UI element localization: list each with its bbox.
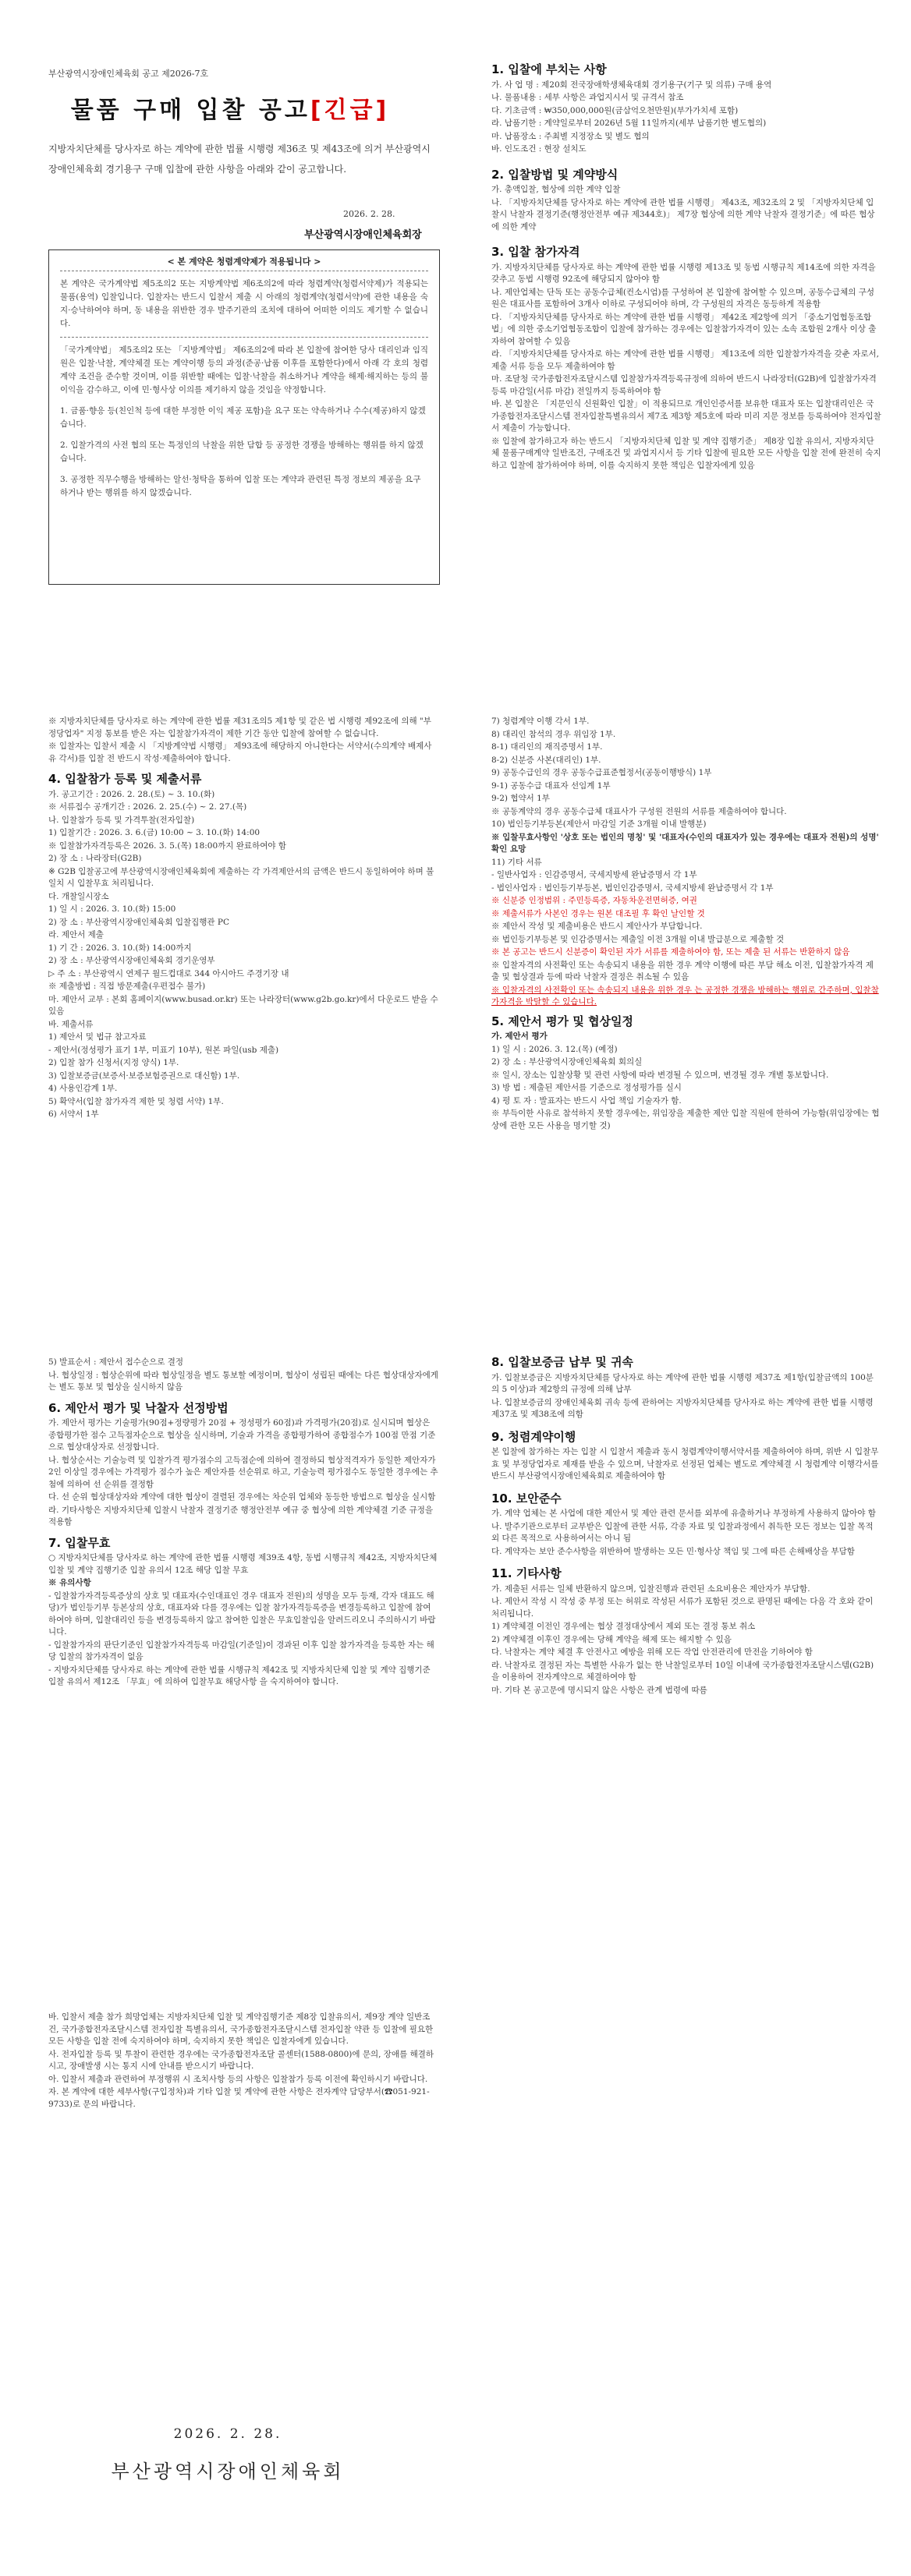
s10-line: 다. 계약자는 보안 준수사항을 위반하여 발생하는 모든 민·형사상 책임 및 그에 따른 손해배상을 부담함 bbox=[491, 1546, 855, 1556]
s1-line: 다. 기초금액 : ₩350,000,000원(금삼억오천만원)(부가가치세 포함) bbox=[491, 105, 739, 115]
s5-line: 2) 장 소 : 부산광역시장애인체육회 회의실 bbox=[491, 1057, 643, 1067]
left-column-mid bbox=[48, 716, 438, 1122]
s4-line: 2) 입찰 참가 신청서(지정 양식) 1부. bbox=[48, 1058, 179, 1067]
s4-line: 2) 장 소 : 부산광역시장애인체육회 경기운영부 bbox=[48, 956, 215, 965]
s4-line: 2) 장 소 : 나라장터(G2B) bbox=[48, 854, 142, 863]
rm-line: 8-2) 신분증 사본(대리인) 1부. bbox=[491, 755, 601, 765]
section-3-title: 3. 입찰 참가자격 bbox=[491, 245, 580, 259]
date-bottom: 2026. 2. 28. bbox=[173, 2426, 282, 2442]
s1-line: 라. 납품기한 : 계약일로부터 2026년 5월 11일까지(세부 납품기한 별도협의) bbox=[491, 119, 767, 128]
s4-line: 4) 사용인감계 1부. bbox=[48, 1084, 118, 1093]
s2-line: 나. 「지방자치단체를 당사자로 하는 계약에 관한 법률 시행령」 제43조, 제32조의 2 및 「지방자치단체 입찰시 낙찰자 결정기준(행정안전부 예규 제344호)」 제7장 협상에 의한 계약 낙찰자 결정기준」에 따른 협상에 의한 계약 bbox=[491, 197, 875, 232]
le-line: 자. 본 계약에 대한 세부사항(구입정차)과 기타 입찰 및 계약에 관한 사항은 전자계약 담당부서(☎051-921-9733)로 문의 바랍니다. bbox=[48, 2087, 430, 2109]
s10-line: 나. 발주기관으로부터 교부받은 입찰에 관한 서류, 각종 자료 및 입찰과정에서 취득한 모든 정보는 입찰 목적 외 다른 목적으로 사용하여서는 아니 됨 bbox=[491, 1521, 874, 1543]
rm-line: 11) 기타 서류 bbox=[491, 857, 542, 867]
section-9-title: 9. 청렴계약이행 bbox=[491, 1429, 576, 1444]
rm-line: - 일반사업자 : 인감증명서, 국세지방세 완납증명서 각 1부 bbox=[491, 870, 697, 879]
s3-line: 가. 지방자치단체를 당사자로 하는 계약에 관한 법률 시행령 제13조 및 동법 시행규칙 제14조에 의한 자격을 갖추고 동법 시행령 92조에 해당되지 않아야 함 bbox=[491, 262, 876, 284]
right-column-mid bbox=[491, 716, 881, 1133]
s11-line: 가. 제출된 서류는 일체 반환하지 않으며, 입찰진행과 관련된 소요비용은 제안자가 부담함. bbox=[491, 1583, 810, 1594]
s11-line: 다. 낙찰자는 계약 체결 후 안전사고 예방을 위해 모든 작업 안전관리에 만전을 기하여야 함 bbox=[491, 1647, 813, 1657]
s7-line: - 입찰참가자의 판단기준인 입찰참가자격등록 마감일(기준일)이 경과된 이후 입찰 참가자격을 등록한 자는 해당 입찰의 참가자격이 없음 bbox=[48, 1640, 434, 1661]
left-column-end bbox=[48, 2012, 438, 2111]
s5-line: 4) 평 토 자 : 발표자는 반드시 사업 책임 기술자가 함. bbox=[491, 1095, 682, 1106]
s4-line: 바. 제출서류 bbox=[48, 1019, 94, 1029]
section-5-title: 5. 제안서 평가 및 협상일정 bbox=[491, 1014, 633, 1028]
s4-line: - 제안서(정성평가 표기 1부, 미표기 10부), 원본 파일(usb 제출) bbox=[48, 1045, 279, 1055]
right-column-top bbox=[491, 64, 881, 472]
right-column-bot bbox=[491, 1357, 881, 1697]
title-urgent: [긴급] bbox=[310, 97, 390, 124]
section-2-title: 2. 입찰방법 및 계약방식 bbox=[491, 167, 619, 182]
s11-line: 나. 제안서 작성 시 작성 중 부정 또는 허위로 작성된 서류가 포함된 것으로 판명된 때에는 다음 각 호와 같이 처리됩니다. bbox=[491, 1597, 874, 1619]
left-column-bot bbox=[48, 1357, 438, 1690]
rm-line: 7) 청렴계약 이행 각서 1부. bbox=[491, 717, 590, 726]
s6-line: 나. 협상순서는 기술능력 및 입찰가격 평가점수의 고득점순에 의하여 결정하되 협상적격자가 동일한 제안자가 2인 이상일 경우에는 가격평가 점수가 높은 제안자를 선순위로 하고, 기술능력 평가점수도 동일한 경우에는 추첨에 의하여 선 순위를 결정함 bbox=[48, 1455, 438, 1489]
section-7-title: 7. 입찰무효 bbox=[48, 1535, 111, 1550]
s1-line: 나. 물품내용 : 세부 사항은 과업지시서 및 규격서 참조 bbox=[491, 93, 684, 102]
s3-line: ※ 입찰에 참가하고자 하는 반드시 「지방자치단체 입찰 및 계약 집행기준」 제8장 입찰 유의서, 지방자치단체 물품구매계약 일반조건, 구매조건 및 과업지시서 등 기타 입찰에 필요한 모든 사항을 입찰 전에 완전히 숙지하고 입찰에 참가하여야 하며, 이를 숙지하지 못한 책임은 입찰자에게 있음 bbox=[491, 436, 881, 470]
s7-line: ※ 유의사항 bbox=[48, 1578, 91, 1587]
org-bottom: 부산광역시장애인체육회 bbox=[111, 2461, 345, 2482]
rm-line-red: ※ 신분증 인정범위 : 주민등록증, 자동차운전면허증, 여권 bbox=[491, 896, 697, 905]
lb-line: 나. 협상일정 : 협상순위에 따라 협상일정을 별도 통보할 예정이며, 협상이 성립된 때에는 다른 협상대상자에게는 별도 통보 및 협상을 실시하지 않음 bbox=[48, 1370, 438, 1392]
s3-line: 마. 조달청 국가종합전자조달시스템 입찰참가자격등록규정에 의하여 반드시 나라장터(G2B)에 입찰참가자격등록 마감일(서류 마감) 전일까지 등록하여야 함 bbox=[491, 374, 877, 396]
s4-line: 1) 기 간 : 2026. 3. 10.(화) 14:00까지 bbox=[48, 943, 192, 953]
s1-line: 바. 인도조건 : 현장 설치도 bbox=[491, 144, 587, 154]
le-line: 아. 입찰서 제출과 관련하여 부정행위 시 조치사항 등의 사항은 입찰참가 등록 이전에 확인하시기 바랍니다. bbox=[48, 2074, 428, 2084]
date-top: 2026. 2. 28. bbox=[343, 209, 395, 219]
section-4-title: 4. 입찰참가 등록 및 제출서류 bbox=[48, 772, 202, 786]
integrity-p1: 본 계약은 국가계약법 제5조의2 또는 지방계약법 제6조의2에 따라 청렴계약(청렴서약제)가 적용되는 물품(용역) 입찰입니다. 입찰자는 반드시 입찰서 제출 시 아래의 청렴계약(청렴서약)에 관한 내용을 숙지·승낙하여야 하며, 동 내용을 위반한 경우 발주기관의 조치에 대하여 어떠한 이의도 제기할 수 없습니다. bbox=[60, 279, 428, 328]
s8-line: 나. 입찰보증금의 장애인체육회 귀속 등에 관하여는 지방자치단체를 당사자로 하는 계약에 관한 법률 시행령 제37조 및 제38조에 의함 bbox=[491, 1397, 874, 1419]
s4-line: 1) 제안서 및 법규 참고자료 bbox=[48, 1032, 147, 1042]
s7-line: ○ 지방자치단체를 당사자로 하는 계약에 관한 법률 시행령 제39조 4항, 동법 시행규칙 제42조, 지방자치단체 입찰 및 계약 집행기준 입찰 유의서 12조 해당 입찰 무효 bbox=[48, 1553, 438, 1575]
s4-line: 1) 일 시 : 2026. 3. 10.(화) 15:00 bbox=[48, 904, 176, 914]
s4-line: 마. 제안서 교부 : 본회 홈페이지(www.busad.or.kr) 또는 나라장터(www.g2b.go.kr)에서 다운로드 받을 수 있음 bbox=[48, 994, 438, 1016]
section-11-title: 11. 기타사항 bbox=[491, 1566, 562, 1580]
s3-line: 바. 본 입찰은 「지문인식 신원확인 입찰」이 적용되므로 개인인증서를 보유한 대표자 또는 입찰대리인은 국가종합전자조달시스템 전자입찰특별유의서 제7조 제3항 제5호에 따라 미리 지문 정보를 등록하여야 전자입찰서 제출이 가능합니다. bbox=[491, 399, 881, 433]
s9-line: 본 입찰에 참가하는 자는 입찰 시 입찰서 제출과 동시 청렴계약이행서약서를 제출하여야 하며, 위반 시 입찰무효 및 부정당업자로 제재를 받을 수 있으며, 낙찰자로 선정된 업체는 별도로 계약체결 시 청렴계약 이행각서를 반드시 부산광역시장애인체육회로 제출하여야 함 bbox=[491, 1447, 879, 1481]
section-8-title: 8. 입찰보증금 납부 및 귀속 bbox=[491, 1355, 633, 1369]
s4-line: 3) 입찰보증금(보증서·보증보험증권으로 대신함) 1부. bbox=[48, 1070, 240, 1081]
s4-line: ▷ 주 소 : 부산광역시 연제구 월드컵대로 344 아시아드 주경기장 내 bbox=[48, 968, 289, 978]
s5-line: ※ 일시, 장소는 입찰상황 및 관련 사항에 따라 변경될 수 있으며, 변경될 경우 개별 통보합니다. bbox=[491, 1070, 829, 1080]
rm-line: 9-1) 공동수급 대표자 선임계 1부 bbox=[491, 780, 611, 791]
s5-line: 3) 방 법 : 제출된 제안서를 기준으로 정성평가를 실시 bbox=[491, 1083, 682, 1092]
integrity-items bbox=[60, 405, 428, 500]
rm-line: 9) 공동수급인의 경우 공동수급표준협정서(공동이행방식) 1부 bbox=[491, 768, 712, 777]
s3-line: 라. 「지방자치단체를 당사자로 하는 계약에 관한 법률 시행령」 제13조에 의한 입찰참가자격을 갖춘 자로서, 제출 서류 등을 모두 제출하여야 함 bbox=[491, 349, 879, 371]
s6-line: 가. 제안서 평가는 기술평가(90점+정량평가 20점 + 정성평가 60점)과 가격평가(20점)로 실시되며 협상은 종합평가한 점수 고득점자순으로 협상을 실시하며, 기술과 가격을 종합평가하여 종합점수가 100점 만점 기준으로 협상대상자로 선정합니다. bbox=[48, 1418, 436, 1452]
s11-line: 2) 계약체결 이후인 경우에는 당해 계약을 해제 또는 해지할 수 있음 bbox=[491, 1634, 732, 1644]
s4-line: 5) 확약서(입찰 참가자격 제한 및 청렴 서약) 1부. bbox=[48, 1096, 224, 1106]
integrity-item: 1. 금품·향응 등(친인척 등에 대한 부정한 이익 제공 포함)을 요구 또는 약속하거나 수수(제공)하지 않겠습니다. bbox=[60, 406, 426, 429]
s6-line: 라. 기타사항은 지방자치단체 입찰시 낙찰자 결정기준 행정안전부 예규 중 협상에 의한 계약체결 기준 규정을 적용함 bbox=[48, 1505, 434, 1527]
note: ※ 지방자치단체를 당사자로 하는 계약에 관한 법률 제31조의5 제1항 및 같은 법 시행령 제92조에 의해 "부정당업자" 지정 통보를 받은 자는 입찰참가자격이 제한 기간 동안 입찰에 참여할 수 없습니다. bbox=[48, 717, 431, 738]
section-6-title: 6. 제안서 평가 및 낙찰자 선정방법 bbox=[48, 1400, 229, 1415]
lb-line: 5) 발표순서 : 제안서 접수순으로 결정 bbox=[48, 1357, 184, 1367]
integrity-item: 2. 입찰가격의 사전 협의 또는 특정인의 낙찰을 위한 담합 등 공정한 경쟁을 방해하는 행위를 하지 않겠습니다. bbox=[60, 441, 424, 463]
s4-line: ※ 서류접수 공개기간 : 2026. 2. 25.(수) ~ 2. 27.(목) bbox=[48, 802, 247, 812]
rm-line-red: ※ 입찰자격의 사전확인 또는 속송되지 내용을 위한 경우 는 공정한 경쟁을 방해하는 행위로 간주하며, 입찰참가자격을 박탈할 수 있습니다. bbox=[491, 985, 879, 1007]
s1-line: 마. 납품장소 : 주최별 지정장소 및 별도 협의 bbox=[491, 131, 650, 141]
page-title bbox=[0, 90, 460, 125]
s3-line: 나. 제안업체는 단독 또는 공동수급체(컨소시엄)를 구성하여 본 입찰에 참여할 수 있으며, 공동수급체의 구성원은 대표사를 포함하여 3개사 이하로 구성되어야 하며, 각 구성원의 자격은 동등하게 적용함 bbox=[491, 287, 875, 309]
s5-line: 1) 일 시 : 2026. 3. 12.(목) (예정) bbox=[491, 1044, 618, 1054]
rm-line-red: ※ 본 공고는 반드시 신분증이 확인된 자가 서류를 제출하여야 함, 또는 제출 된 서류는 반환하지 않음 bbox=[491, 947, 850, 957]
le-line: 사. 전자입찰 등록 및 투찰이 관련한 경우에는 국가종합전자조달 콜센터(1588-0800)에 문의, 장애를 해결하시고, 장애발생 시는 통지 시에 안내를 받으시기 바랍니다. bbox=[48, 2049, 434, 2071]
s7-line: - 지방자치단체를 당사자로 하는 계약에 관한 법률 시행규칙 제42조 및 지방자치단체 입찰 및 계약 집행기준 입찰 유의서 제12조 「무효」에 의하여 입찰무효 해당사항 을 숙지하여야 합니다. bbox=[48, 1665, 431, 1686]
divider bbox=[60, 337, 428, 338]
rm-line-bold: ※ 입찰무효사항인 '상호 또는 법인의 명칭' 및 '대표자(수인의 대표자가 있는 경우에는 대표자 전원)의 성명' 확인 요망 bbox=[491, 832, 879, 854]
s11-line: 1) 계약체결 이전인 경우에는 협상 결정대상에서 제외 또는 결정 통보 취소 bbox=[491, 1622, 756, 1631]
intro-text: 지방자치단체를 당사자로 하는 계약에 관한 법률 시행령 제36조 및 제43조에 의거 부산광역시장애인체육회 경기용구 구매 입찰에 관한 사항을 아래와 같이 공고합니다. bbox=[48, 143, 431, 175]
rm-line: 9-2) 협약서 1부 bbox=[491, 794, 550, 803]
integrity-box bbox=[48, 249, 440, 585]
rm-line: 8-1) 대리인의 재직증명서 1부. bbox=[491, 742, 603, 752]
s4-line: 6) 서약서 1부 bbox=[48, 1109, 99, 1119]
integrity-p2: 「국가계약법」 제5조의2 또는 「지방계약법」 제6조의2에 따라 본 입찰에 참여한 당사 대리인과 임직원은 입찰·낙찰, 계약체결 또는 계약이행 등의 과정(준공·납품 이후를 포함한다)에서 아래 각 호의 청렴계약 조건을 준수할 것이며, 이를 위반할 때에는 입찰·낙찰을 취소하거나 계약을 해제·해지하는 등의 불이익을 감수하고, 이에 민·형사상 이의를 제기하지 않을 것임을 약정합니다. bbox=[60, 345, 428, 395]
notice-number: 부산광역시장애인체육회 공고 제2026-7호 bbox=[48, 69, 209, 79]
section-1-title: 1. 입찰에 부치는 사항 bbox=[491, 62, 607, 76]
rm-line: - 법인사업자 : 법인등기부등본, 법인인감증명서, 국세지방세 완납증명서 각 1부 bbox=[491, 883, 774, 893]
rm-line: ※ 제안서 작성 및 제출비용은 반드시 제안사가 부담합니다. bbox=[491, 922, 703, 931]
s4-line: 다. 개찰일시장소 bbox=[48, 891, 109, 901]
note: ※ 입찰자는 입찰서 제출 시 「지방계약법 시행령」 제93조에 해당하지 아니한다는 서약서(수의계약 배제사유 각서)를 입찰 전 반드시 작성·제출하여야 합니다. bbox=[48, 741, 432, 763]
s8-line: 가. 입찰보증금은 지방자치단체를 당사자로 하는 계약에 관한 법률 시행령 제37조 제1항(입찰금액의 100분의 5 이상)과 제2항의 규정에 의해 납부 bbox=[491, 1372, 874, 1394]
org-top: 부산광역시장애인체육회장 bbox=[304, 229, 422, 241]
rm-line: ※ 법인등기부등본 및 인감증명서는 제출일 이전 3개월 이내 발급분으로 제출할 것 bbox=[491, 934, 785, 944]
s4-line: ※ 입찰참가자격등록은 2026. 3. 5.(목) 18:00까지 완료하여야 함 bbox=[48, 840, 286, 851]
s4-line: ※ 제출방법 : 직접 방문제출(우편접수 불가) bbox=[48, 982, 206, 991]
s4-line: ※ G2B 입찰공고에 부산광역시장애인체육회에 제출하는 각 가격제안서의 금액은 반드시 동일하여야 하며 불일치 시 입찰무효 처리됩니다. bbox=[48, 866, 434, 888]
s3-line: 다. 「지방자치단체를 당사자로 하는 계약에 관한 법률 시행령」 제42조 제2항에 의거 「중소기업협동조합법」에 의한 중소기업협동조합이 입찰에 참가하는 경우에는 입찰참가자격이 있는 소속 조합원 2개사 이상 출자하여 참여할 수 있음 bbox=[491, 312, 877, 346]
title-main: 물품 구매 입찰 공고 bbox=[70, 97, 310, 124]
rm-line: 10) 법인등기부등본(제안서 마감일 기준 3개월 이내 발행분) bbox=[491, 819, 707, 829]
s5-line: 가. 제안서 평가 bbox=[491, 1031, 548, 1041]
s6-line: 다. 선 순위 협상대상자와 계약에 대한 협상이 결렬된 경우에는 차순위 업체와 동등한 방법으로 협상을 실시함 bbox=[48, 1492, 436, 1502]
rm-line: ※ 공동계약의 경우 공동수급체 대표사가 구성원 전원의 서류를 제출하여야 합니다. bbox=[491, 806, 787, 816]
s11-line: 마. 기타 본 공고문에 명시되지 않은 사항은 관계 법령에 따름 bbox=[491, 1685, 707, 1695]
s1-line: 가. 사 업 명 : 제20회 전국장애학생체육대회 경기용구(기구 및 의류) 구매 용역 bbox=[491, 80, 772, 90]
s4-line: 가. 공고기간 : 2026. 2. 28.(토) ~ 3. 10.(화) bbox=[48, 789, 215, 799]
s4-line: 1) 입찰기간 : 2026. 3. 6.(금) 10:00 ~ 3. 10.(화) 14:00 bbox=[48, 828, 261, 837]
rm-line: 8) 대리인 참석의 경우 위임장 1부. bbox=[491, 729, 616, 739]
s4-line: 나. 입찰참가 등록 및 가격투찰(전자입찰) bbox=[48, 815, 195, 825]
s7-line: - 입찰참가자격등록증상의 상호 및 대표자(수인대표인 경우 대표자 전원)의 성명을 모두 등재, 각자 대표도 해당)가 법인등기부 등본상의 상호, 대표자와 다를 경우에는 입찰 참가자격등록증을 변경등록하고 입찰에 참여하여야 하며, 입찰대리인 등을 변경등록하지 않고 참여한 입찰은 무효입찰임을 알려드리오니 주의하시기 바랍니다. bbox=[48, 1591, 436, 1637]
s4-line: 라. 제안서 제출 bbox=[48, 930, 104, 939]
s10-line: 가. 계약 업체는 본 사업에 대한 제안서 및 제안 관련 문서를 외부에 유출하거나 부정하게 사용하지 않아야 함 bbox=[491, 1509, 876, 1518]
s5-line: ※ 부득이한 사유로 참석하지 못할 경우에는, 위임장을 제출한 제안 입찰 직원에 한하여 가능함(위임장에는 협상에 관한 모든 사용을 명기할 것) bbox=[491, 1109, 880, 1131]
rm-line: ※ 입찰자격의 사전확인 또는 속송되지 내용을 위한 경우 계약 이행에 따른 부담 해소 이전, 입찰참가자격 제출 및 협상결과 등에 따라 낙찰자 결정은 취소될 수 있음 bbox=[491, 960, 874, 982]
integrity-item: 3. 공정한 직무수행을 방해하는 알선·청탁을 통하여 입찰 또는 계약과 관련된 특정 정보의 제공을 요구하거나 받는 행위를 하지 않겠습니다. bbox=[60, 475, 421, 497]
s2-line: 가. 총액입찰, 협상에 의한 계약 입찰 bbox=[491, 185, 621, 194]
section-10-title: 10. 보안준수 bbox=[491, 1491, 562, 1506]
s11-line: 라. 낙찰자로 결정된 자는 특별한 사유가 없는 한 낙찰일로부터 10일 이내에 국가종합전자조달시스템(G2B)을 이용하여 전자계약으로 체결하여야 함 bbox=[491, 1660, 874, 1682]
s4-line: 2) 장 소 : 부산광역시장애인체육회 입찰집행관 PC bbox=[48, 917, 230, 927]
integrity-box-title: < 본 계약은 청렴계약제가 적용됩니다 > bbox=[167, 257, 321, 267]
le-line: 바. 입찰서 제출 참가 희망업체는 지방자치단체 입찰 및 계약집행기준 제8장 입찰유의서, 제9장 계약 일반조건, 국가종합전자조달시스템 전자입찰 특별유의서, 국가종합전자조달시스템 전자입찰 약관 등 입찰에 필요한 모든 사항을 입찰 전에 숙지하여야 하며, 숙지하지 못한 책임은 입찰자에게 있습니다. bbox=[48, 2012, 434, 2046]
rm-line-red: ※ 제출서류가 사본인 경우는 원본 대조필 후 확인 날인할 것 bbox=[491, 908, 705, 918]
